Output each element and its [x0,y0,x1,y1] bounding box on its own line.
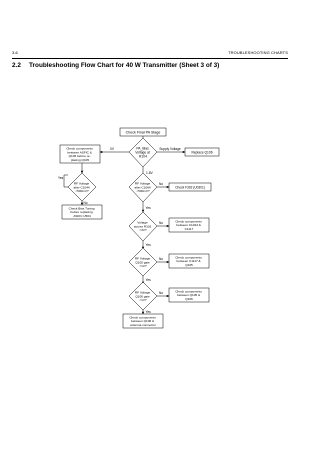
box-check-q105-q106-line: between Q105 & [177,293,201,298]
box-check-bias-tuning-line: before replacing [70,210,93,215]
decision-rf-q106-line: <1V? [139,298,147,303]
decision-rf-c1064-line: <500mV? [136,189,150,194]
decision-pa-bias-line: PA_Bias [136,146,149,151]
label-no-c1044: No [83,201,88,205]
start-box [120,128,166,136]
decision-voltage-r103-line: Voltage [137,220,148,225]
box-check-asfic-line: Q106 before re- [68,154,91,159]
label-yes-q105: Yes [145,278,151,282]
box-check-q105-q106-line: Q106 [185,297,193,301]
box-check-c1044-c1117-line: between C1044 & [176,223,201,228]
decision-voltage-r103-line: across R103 [133,224,152,229]
box-check-asfic [60,145,100,163]
box-replace-q106 [185,148,219,156]
box-check-c1117-q105-line: Q105 [185,263,193,267]
box-check-bias-tuning-line: ASFIC U504 [73,214,91,218]
box-check-c1117-q105 [169,254,209,268]
label-no-q105: No [159,257,164,261]
box-check-q106-antenna-line: Check components [129,315,156,320]
decision-rf-c1064-line: RF Voltage [134,181,151,186]
section-number: 2.2 [12,62,21,69]
decision-voltage-r103 [129,212,157,241]
box-check-q106-antenna [123,314,163,328]
section-title-text: Troubleshooting Flow Chart for 40 W Transmitter (Sheet 3 of 3) [29,62,220,69]
label-no-r103: No [159,221,164,225]
box-check-q106-antenna-line: antenna connector [130,323,156,327]
decision-rf-c1064 [129,173,157,202]
box-check-c1117-q105-line: between C1117 & [176,259,201,264]
box-check-q105-q106-line: Check components [175,289,202,294]
box-check-c1044-c1117 [169,218,209,232]
label-no-q106: No [159,291,164,295]
label-yes-c1044: Yes [58,176,64,180]
page-number: 3-6 [12,50,18,55]
decision-rf-c1064-line: after C1064 [134,185,151,190]
label-no-c1064: No [159,182,164,186]
box-check-c1044-c1117-line: Check components [175,219,202,224]
box-check-bias-tuning-line: Check Bias Tuning [68,206,95,211]
label-voltage-range: 1-8V [146,171,153,175]
box-check-bias-tuning [62,205,102,219]
connector-c1044-yes [64,175,68,187]
label-zero-v: 0V [110,147,114,151]
box-check-c1044-c1117-line: C1117 [184,227,194,231]
label-yes-c1064: Yes [145,206,151,210]
box-check-f302-text: Check F302 (U0301) [175,185,205,190]
label-supply-voltage: Supply Voltage [159,147,181,151]
decision-rf-c1044-text [73,182,90,194]
box-check-f302 [169,183,211,191]
box-check-asfic-line: Check components [66,146,93,151]
start-label: Check Final PA Stage [125,130,161,135]
decision-pa-bias [129,138,157,167]
label-yes-r103: Yes [145,243,151,247]
label-yes-q106: Yes [145,310,151,314]
decision-rf-q105-line: <1V? [139,264,147,269]
box-check-c1117-q105-line: Check components [175,255,202,260]
decision-rf-c1044-line: <500mV? [75,189,89,194]
decision-rf-q105 [129,248,157,276]
decision-rf-q106 [129,282,157,310]
box-replace-q106-text: Replace Q106 [191,150,213,155]
decision-rf-q106-line: RF Voltage [134,290,151,295]
box-check-q105-q106 [169,288,209,302]
box-check-asfic-line: placing Q105 [70,157,90,162]
decision-pa-bias-line: Voltage at [135,150,150,155]
running-section-title: TROUBLESHOOTING CHARTS [228,50,288,55]
decision-rf-c1064-text [134,182,151,194]
decision-pa-bias-line: R104 [139,154,147,159]
box-check-asfic-line: between ASFIC & [67,150,92,155]
box-check-q106-antenna-line: between Q106 & [131,319,155,324]
decision-rf-c1044 [68,173,96,201]
decision-voltage-r103-line: <3V? [139,228,147,233]
box-check-q106-antenna-text [129,315,156,327]
decision-rf-c1044-line: RF Voltage [73,181,90,186]
decision-rf-q105-line: Q105 gate [135,260,150,265]
decision-rf-q106-line: Q106 gate [135,294,150,299]
branch-labels [58,147,181,314]
decision-rf-q105-line: RF Voltage [134,256,151,261]
decision-rf-c1044-line: after C1044 [73,185,90,190]
